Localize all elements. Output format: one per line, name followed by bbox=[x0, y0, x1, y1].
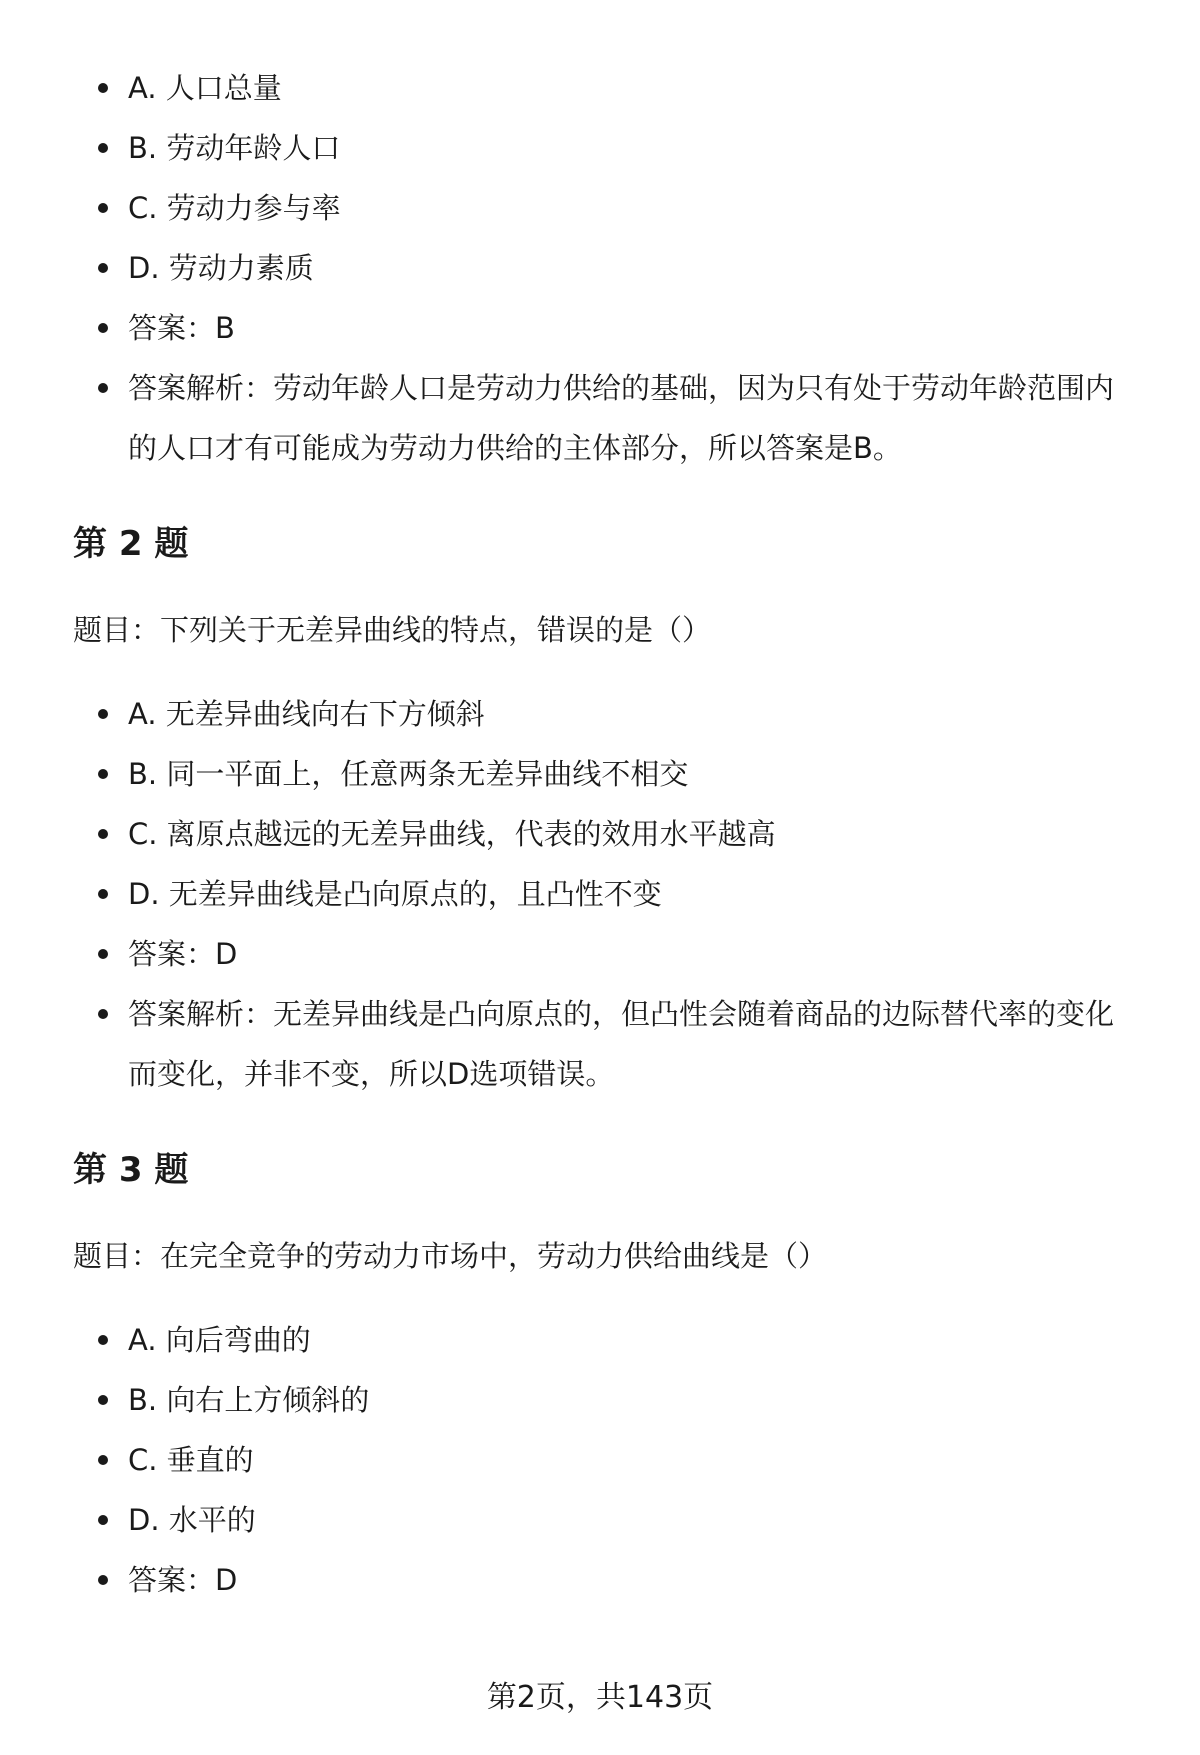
q1-option-b: B. 劳动年龄人口 bbox=[128, 118, 1138, 178]
question-2-stem: 题目：下列关于无差异曲线的特点，错误的是（） bbox=[73, 613, 712, 647]
q1-option-a: A. 人口总量 bbox=[128, 58, 1138, 118]
q2-option-c: C. 离原点越远的无差异曲线，代表的效用水平越高 bbox=[128, 804, 1138, 864]
question-2-title: 第 2 题 bbox=[73, 524, 189, 564]
q1-option-d: D. 劳动力素质 bbox=[128, 238, 1138, 298]
question-1-continued bbox=[73, 0, 1138, 478]
page-footer: 第2页，共143页 bbox=[486, 1680, 714, 1715]
question-1-options bbox=[73, 58, 1138, 478]
q2-option-b: B. 同一平面上，任意两条无差异曲线不相交 bbox=[128, 744, 1138, 804]
q3-option-b: B. 向右上方倾斜的 bbox=[128, 1370, 1138, 1430]
q2-explanation: 答案解析：无差异曲线是凸向原点的，但凸性会随着商品的边际替代率的变化而变化，并非不变，所以D选项错误。 bbox=[128, 984, 1138, 1104]
q1-option-c: C. 劳动力参与率 bbox=[128, 178, 1138, 238]
question-3-options bbox=[73, 1310, 1138, 1610]
question-2 bbox=[73, 522, 1138, 1104]
q2-option-a: A. 无差异曲线向右下方倾斜 bbox=[128, 684, 1138, 744]
q2-option-d: D. 无差异曲线是凸向原点的，且凸性不变 bbox=[128, 864, 1138, 924]
q3-answer: 答案：D bbox=[128, 1550, 1138, 1610]
q3-option-a: A. 向后弯曲的 bbox=[128, 1310, 1138, 1370]
q3-option-c: C. 垂直的 bbox=[128, 1430, 1138, 1490]
question-3 bbox=[73, 1148, 1138, 1610]
q1-explanation: 答案解析：劳动年龄人口是劳动力供给的基础，因为只有处于劳动年龄范围内的人口才有可能成为劳动力供给的主体部分，所以答案是B。 bbox=[128, 358, 1138, 478]
question-3-stem: 题目：在完全竞争的劳动力市场中，劳动力供给曲线是（） bbox=[73, 1239, 828, 1273]
q3-option-d: D. 水平的 bbox=[128, 1490, 1138, 1550]
question-3-title: 第 3 题 bbox=[73, 1150, 189, 1190]
q1-answer: 答案：B bbox=[128, 298, 1138, 358]
question-2-options bbox=[73, 684, 1138, 1104]
q2-answer: 答案：D bbox=[128, 924, 1138, 984]
